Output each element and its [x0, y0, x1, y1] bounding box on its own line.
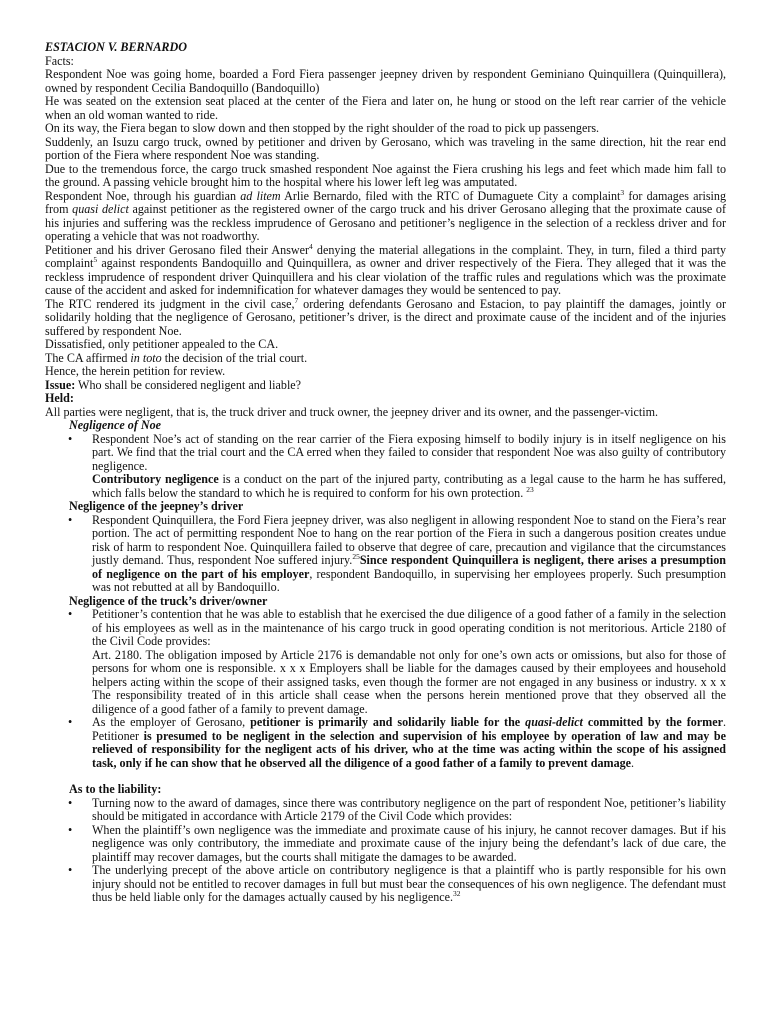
fact-paragraph: Respondent Noe was going home, boarded a Ford Fiera passenger jeepney driven by respondent Geminiano Quinquillera (Quinquillera), owned by respondent Cecilia Bandoquillo (Bandoquillo) — [45, 67, 726, 95]
footnote-ref: 25 — [352, 551, 360, 561]
list-item: • As the employer of Gerosano, petitioner is primarily and solidarily liable for the quasi-delict committed by the former. Petitioner is presumed to be negligent in the selection and supervision of his employee by operation of law and may be relieved of responsibility for the negligent acts of his driver, who at the time was acting within the scope of his assigned task, only if he can show that he observed all the diligence of a good father of a family to prevent damage. — [92, 716, 726, 770]
hence-paragraph: Hence, the herein petition for review. — [45, 364, 226, 378]
list-item: • Respondent Quinquillera, the Ford Fiera jeepney driver, was also negligent in allowing respondent Noe to stand on the Fiera’s rear portion. The act of permitting respondent Noe to hang on the rear portion of the Fiera in such a dangerous position creates undue risk of harm to respondent Noe. Quinquillera failed to observe that degree of care, precaution and vigilance that the circumstances justly demand. Thus, respondent Noe suffered injury.$^{25}$Since respondent Quinquillera is negligent, there arises a presumption of negligence on the part of his employer, respondent Bandoquillo, in supervising her employees properly. Such presumption was not rebutted at all by Bandoquillo. — [92, 514, 726, 595]
list-item: • Respondent Noe’s act of standing on the rear carrier of the Fiera exposing himself to bodily injury is in itself negligence on his part. We find that the trial court and the CA erred when they failed to consider that respondent Noe was also guilty of contributory negligence. — [92, 433, 726, 474]
list-item: • Petitioner’s contention that he was able to establish that he exercised the due diligence of a good father of a family in the selection of his employees as well as in the maintenance of his cargo truck in good operating condition is not meritorious. Article 2180 of the Civil Code provides: Art. 2180. The obligation imposed by Article 2176 is demandable not only for one’s own acts or omissions, but also for those of persons for whom one is responsible. x x x Employers shall be liable for the damages caused by their employees and household helpers acting within the scope of their assigned tasks, even though the former are not engaged in any business or industry. x x x The responsibility treated of in this article shall cease when the persons herein mentioned prove that they observed all the diligence of a good father of a family to prevent damage. — [92, 608, 726, 716]
issue-line: Issue: Who shall be considered negligent and liable? — [45, 377, 302, 392]
complaint-paragraph: Respondent Noe, through his guardian ad litem Arlie Bernardo, filed with the RTC of Dumaguete City a complaint$^3$ for damages arising from quasi delict against petitioner as the registered owner of the cargo truck and his driver Gerosano alleging that the proximate cause of his injuries and suffering was the reckless imprudence of Gerosano and petitioner’s negligence in the selection of a reckless driver and for operating a vehicle that was not roadworthy. — [45, 187, 726, 243]
truck-heading: Negligence of the truck’s driver/owner — [69, 593, 268, 608]
liability-list — [45, 797, 726, 905]
footnote-ref: 3 — [620, 187, 625, 197]
list-item: • Turning now to the award of damages, since there was contributory negligence on the part of respondent Noe, petitioner’s liability should be mitigated in accordance with Article 2179 of the Civil Code which provides: — [92, 797, 726, 824]
footnote-ref: 32 — [453, 888, 461, 898]
held-intro: All parties were negligent, that is, the truck driver and truck owner, the jeepney driver and its owner, and the passenger-victim. — [45, 404, 659, 419]
fact-paragraph: On its way, the Fiera began to slow down and then stopped by the right shoulder of the road to pick up passengers. — [45, 121, 600, 135]
footnote-ref: 23 — [526, 484, 534, 494]
truck-list — [45, 608, 726, 770]
footnote-ref: 7 — [294, 295, 299, 305]
footnote-ref: 5 — [93, 254, 98, 264]
article-2180-quote: Art. 2180. The obligation imposed by Article 2176 is demandable not only for one’s own acts or omissions, but also for those of persons for whom one is responsible. x x x Employers shall be liable for the damages caused by their employees and household helpers acting within the scope of their assigned tasks, even though the former are not engaged in any business or industry. x x x The responsibility treated of in this article shall cease when the persons herein mentioned prove that they observed all the diligence of a good father of a family to prevent damage. — [92, 647, 726, 716]
fact-paragraph: Suddenly, an Isuzu cargo truck, owned by petitioner and driven by Gerosano, which was traveling in the same direction, hit the rear end portion of the Fiera where respondent Noe was standing. — [45, 134, 726, 162]
facts-label: Facts: — [45, 53, 74, 68]
noe-heading: Negligence of Noe — [69, 418, 162, 432]
answer-paragraph: Petitioner and his driver Gerosano filed their Answer$^4$ denying the material allegations in the complaint. They, in turn, filed a third party complaint$^5$ against respondents Bandoquillo and Quinquillera, as owner and driver respectively of the Fiera. They alleged that it was the reckless imprudence of respondent driver Quinquillera and his clear violation of the traffic rules and regulations which was the proximate cause of the accident and asked for indemnification for whatever damages they would be sentenced to pay. — [45, 241, 726, 297]
contributory-negligence-definition: Contributory negligence is a conduct on the part of the injured party, contributing as a legal cause to the harm he has suffered, which falls below the standard to which he is required to conform for his own protection. $^{23}$ — [92, 472, 726, 500]
fact-paragraph: Due to the tremendous force, the cargo truck smashed respondent Noe against the Fiera crushing his legs and feet which made him fall to the ground. A passing vehicle brought him to the hospital where his lower left leg was amputated. — [45, 161, 726, 189]
held-label: Held: — [45, 391, 74, 405]
dissatisfied-paragraph: Dissatisfied, only petitioner appealed to the CA. — [45, 337, 279, 351]
list-item: • The underlying precept of the above article on contributory negligence is that a plaintiff who is partly responsible for his own injury should not be entitled to recover damages in full but must bear the consequences of his own negligence. The defendant must thus be held liable only for the damages actually caused by his negligence.$^{32}$ — [92, 864, 726, 905]
ca-paragraph: The CA affirmed in toto the decision of the trial court. — [45, 350, 308, 365]
footnote-ref: 4 — [309, 241, 313, 251]
case-title: ESTACION V. BERNARDO — [45, 40, 187, 54]
jeepney-heading: Negligence of the jeepney’s driver — [69, 499, 244, 513]
rtc-paragraph: The RTC rendered its judgment in the civil case,$^7$ ordering defendants Gerosano and Estacion, to pay plaintiff the damages, jointly or solidarily holding that the negligence of Gerosano, petitioner’s driver, is the direct and proximate cause of the incident and of the injuries suffered by respondent Noe. — [45, 295, 726, 338]
jeepney-list — [45, 514, 726, 595]
list-item: • When the plaintiff’s own negligence was the immediate and proximate cause of his injury, he cannot recover damages. But if his negligence was only contributory, the immediate and proximate cause of the injury being the defendant’s lack of due care, the plaintiff may recover damages, but the courts shall mitigate the damages to be awarded. — [92, 824, 726, 865]
noe-list — [45, 433, 726, 474]
fact-paragraph: He was seated on the extension seat placed at the center of the Fiera and later on, he hung or stood on the left rear carrier of the vehicle when an old woman wanted to ride. — [45, 94, 726, 122]
liability-heading: As to the liability: — [69, 782, 162, 796]
